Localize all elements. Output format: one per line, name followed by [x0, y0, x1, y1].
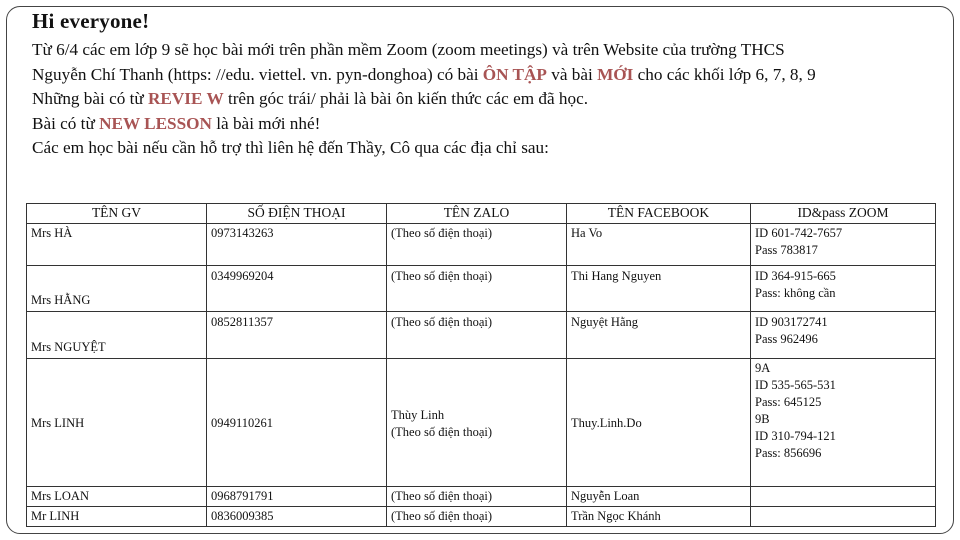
zoom-line: Pass: 856696 — [755, 446, 822, 460]
facebook-name: Thuy.Linh.Do — [567, 359, 751, 487]
zoom-info — [751, 224, 936, 266]
intro-line-2 — [32, 63, 942, 88]
zoom-info — [751, 266, 936, 312]
header-facebook: TÊN FACEBOOK — [567, 204, 751, 224]
zalo-name: (Theo số điện thoại) — [387, 507, 567, 527]
intro-text-span: Nguyễn Chí Thanh (https: //edu. viettel. vn. pyn-donghoa) có bài — [32, 64, 483, 84]
intro-text — [32, 38, 942, 161]
intro-line-4 — [32, 112, 942, 137]
zalo-name: (Theo số điện thoại) — [387, 312, 567, 359]
header-zoom: ID&pass ZOOM — [751, 204, 936, 224]
phone-number: 0349969204 — [207, 266, 387, 312]
table-row — [27, 359, 936, 487]
phone-number: 0949110261 — [207, 359, 387, 487]
zoom-info — [751, 507, 936, 527]
zoom-info — [751, 312, 936, 359]
header-phone: SỐ ĐIỆN THOẠI — [207, 204, 387, 224]
zoom-info — [751, 359, 936, 487]
intro-line-3 — [32, 87, 942, 112]
facebook-name: Ha Vo — [567, 224, 751, 266]
phone-number: 0836009385 — [207, 507, 387, 527]
contact-table — [26, 203, 936, 527]
greeting-title: Hi everyone! — [32, 9, 150, 33]
phone-number: 0973143263 — [207, 224, 387, 266]
facebook-name: Thi Hang Nguyen — [567, 266, 751, 312]
phone-number: 0968791791 — [207, 487, 387, 507]
table-row — [27, 487, 936, 507]
zalo-name — [387, 359, 567, 487]
intro-text-span: trên góc trái/ phải là bài ôn kiến thức các em đã học. — [223, 89, 589, 108]
intro-text-span: là bài mới nhé! — [211, 113, 321, 133]
teacher-name: Mr LINH — [27, 507, 207, 527]
zoom-line: ID 601-742-7657 — [755, 226, 843, 240]
review-keyword: REVIE W — [148, 89, 224, 108]
new-lesson-keyword: NEW LESSON — [99, 113, 212, 133]
zoom-info — [751, 487, 936, 507]
zalo-name: (Theo số điện thoại) — [387, 224, 567, 266]
table-header-row — [27, 204, 936, 224]
zalo-line: (Theo số điện thoại) — [391, 424, 493, 439]
facebook-name: Nguyệt Hằng — [567, 312, 751, 359]
table-row — [27, 507, 936, 527]
teacher-name: Mrs LOAN — [27, 487, 207, 507]
zoom-line: ID 364-915-665 — [755, 269, 836, 283]
zoom-line: Pass: không cần — [755, 286, 836, 300]
facebook-name: Nguyễn Loan — [567, 487, 751, 507]
teacher-name: Mrs NGUYỆT — [27, 312, 207, 359]
facebook-name: Trần Ngọc Khánh — [567, 507, 751, 527]
zoom-line: 9A — [755, 361, 771, 375]
zalo-name: (Theo số điện thoại) — [387, 487, 567, 507]
intro-text-span: cho các khối lớp 6, 7, 8, 9 — [633, 64, 816, 84]
zoom-line: 9B — [755, 412, 770, 426]
teacher-name: Mrs HÀ — [27, 224, 207, 266]
teacher-name: Mrs HẰNG — [27, 266, 207, 312]
review-highlight: ÔN TẬP — [482, 64, 547, 84]
phone-number: 0852811357 — [207, 312, 387, 359]
intro-text-span: và bài — [546, 64, 598, 84]
zalo-name: (Theo số điện thoại) — [387, 266, 567, 312]
zoom-line: Pass 783817 — [755, 243, 818, 257]
teacher-name: Mrs LINH — [27, 359, 207, 487]
header-zalo: TÊN ZALO — [387, 204, 567, 224]
intro-line-1: Từ 6/4 các em lớp 9 sẽ học bài mới trên phần mềm Zoom (zoom meetings) và trên Website của trường THCS — [32, 40, 785, 59]
table-row — [27, 266, 936, 312]
zoom-line: Pass 962496 — [755, 332, 818, 346]
table-row — [27, 224, 936, 266]
intro-text-span: Bài có từ — [32, 113, 100, 133]
zoom-line: ID 535-565-531 — [755, 378, 836, 392]
zalo-line: Thùy Linh — [391, 407, 445, 422]
zoom-line: ID 903172741 — [755, 315, 828, 329]
zoom-line: ID 310-794-121 — [755, 429, 836, 443]
zoom-line: Pass: 645125 — [755, 395, 822, 409]
header-teacher-name: TÊN GV — [27, 204, 207, 224]
new-highlight: MỚI — [597, 64, 634, 84]
table-row — [27, 312, 936, 359]
intro-line-5: Các em học bài nếu cần hỗ trợ thì liên hệ đến Thầy, Cô qua các địa chỉ sau: — [32, 138, 549, 157]
intro-text-span: Những bài có từ — [32, 89, 149, 108]
